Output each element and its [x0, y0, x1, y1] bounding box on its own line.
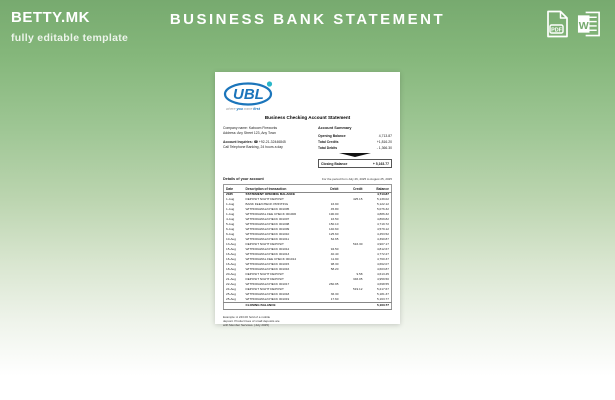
pdf-download-icon[interactable]: [545, 10, 570, 38]
cell-description: WITHDRAWAL/CHECK 001007: [245, 217, 290, 222]
account-inquiries-line: Account Inquiries: ☎ +92-21-32446845: [223, 140, 286, 145]
cell-balance: 4,869.82: [376, 217, 389, 222]
telephone-banking-note: Call Telephone Banking, 24 hours a day: [223, 144, 283, 149]
cell-debit: 94.50: [330, 246, 339, 251]
cell-description: WITHDRAWAL/CHECK 001018: [245, 291, 290, 296]
company-address-line: Address: Any Street 123, Any Town: [223, 130, 276, 135]
cell-balance: 4,713.87: [376, 192, 389, 197]
cell-description: DEPOSIT NIGHT DEPOSIT: [245, 286, 284, 291]
cell-date: 2025: [226, 192, 233, 197]
summary-divider-arrow: [339, 153, 371, 157]
cell-balance: 4,959.50: [376, 276, 389, 281]
cell-date: 1-Aug: [226, 207, 235, 212]
cell-description: WITHDRAWAL/CHECK 001019: [245, 296, 290, 301]
cell-description: WITHDRAWAL/CHECK 001010: [245, 231, 290, 236]
cell-date: 6-Aug: [226, 231, 235, 236]
cell-balance: 4,907.17: [376, 241, 389, 246]
cell-debit: 11.90: [330, 256, 339, 261]
cell-credit: 346.05: [353, 276, 363, 281]
col-header-balance: Balance: [365, 185, 392, 193]
cell-date: 16-Aug: [226, 256, 236, 261]
cell-balance: 4,698.55: [376, 281, 389, 286]
cell-description: DEPOSIT NIGHT DEPOSIT: [245, 271, 284, 276]
transactions-table: [223, 184, 392, 310]
cell-date: 1-Aug: [226, 202, 235, 207]
cell-description: WITHDRAWAL/CHECK 001012: [245, 246, 290, 251]
col-header-description: Description of transaction: [244, 185, 317, 193]
statement-footnote: Example: A 243.00 hold of a mobile deposit. Product fees of small deposits are with Member Services. (July 2025): [223, 315, 280, 328]
cell-credit: 425.15: [353, 197, 363, 202]
opening-balance-value: 4,713.87: [378, 134, 392, 138]
statement-document: [215, 72, 400, 328]
cell-debit: 45.80: [330, 207, 339, 212]
cell-date: 20-Aug: [226, 271, 236, 276]
cell-debit: [317, 302, 341, 310]
cell-date: 21-Aug: [226, 276, 236, 281]
cell-date: 25-Aug: [226, 296, 236, 301]
cell-date: 6-Aug: [226, 226, 235, 231]
cell-debit: 98.30: [330, 261, 339, 266]
cell-date: 16-Aug: [226, 261, 236, 266]
account-summary: [318, 126, 392, 168]
cell-date: 1-Aug: [226, 212, 235, 217]
cell-credit: 519.12: [353, 286, 363, 291]
cell-credit: 516.30: [353, 241, 363, 246]
cell-credit: [341, 302, 365, 310]
cell-debit: 17.60: [330, 296, 339, 301]
cell-balance: 4,886.32: [376, 212, 389, 217]
cell-date: 16-Aug: [226, 251, 236, 256]
company-info: [223, 126, 318, 168]
table-row: [224, 302, 392, 310]
total-credits-value: +1,816.20: [376, 140, 392, 144]
statement-period: For the period from July 26, 2025 to August 25, 2025: [321, 177, 392, 181]
cell-balance: 5,181.37: [376, 291, 389, 296]
cell-debit: 62.65: [330, 236, 339, 241]
cell-date: 1-Aug: [226, 197, 235, 202]
cell-balance: 4,390.87: [376, 236, 389, 241]
cell-debit: 260.95: [329, 281, 339, 286]
col-header-credit: Credit: [341, 185, 365, 193]
pdf-icon-label: PDF: [551, 27, 562, 34]
cell-balance: 5,076.32: [376, 207, 389, 212]
cell-balance: 4,760.37: [376, 256, 389, 261]
phone-icon: ☎: [253, 140, 258, 145]
cell-description: WITHDRAWAL FEE CHECK 001006: [245, 212, 297, 217]
cell-balance: 5,163.77: [365, 302, 392, 310]
total-debits-value: - 1,366.30: [376, 146, 392, 150]
cell-balance: 4,812.67: [376, 246, 389, 251]
cell-debit: 36.30: [330, 291, 339, 296]
cell-balance: 5,217.67: [376, 286, 389, 291]
word-download-icon[interactable]: [577, 10, 602, 38]
cell-description: WITHDRAWAL/CHECK 001009: [245, 226, 290, 231]
cell-balance: 5,163.77: [376, 296, 389, 301]
cell-description: STATEMENT OPENING BALANCE: [245, 192, 296, 197]
cell-description: DEPOSIT NIGHT DEPOSIT: [245, 197, 284, 202]
cell-date: 22-Aug: [226, 281, 236, 286]
ubl-logo-text: UBL: [233, 86, 264, 103]
cell-debit: 58.20: [330, 266, 339, 271]
transactions-body: [224, 192, 392, 310]
summary-row-debits: Total Debits - 1,366.30: [318, 146, 392, 150]
cell-date: 25-Aug: [226, 291, 236, 296]
cell-date: [224, 302, 244, 310]
col-header-debit: Debit: [317, 185, 341, 193]
cell-balance: 5,139.02: [376, 197, 389, 202]
summary-row-opening: Opening Balance 4,713.87: [318, 134, 392, 138]
cell-debit: 125.60: [329, 231, 339, 236]
cell-description: WITHDRAWAL FEE CHECK 001014: [245, 256, 297, 261]
cell-date: 5-Aug: [226, 222, 235, 226]
cell-balance: 4,579.12: [376, 226, 389, 231]
cell-balance: 4,772.27: [376, 251, 389, 256]
cell-debit: 16.90: [330, 202, 339, 207]
cell-description: BANK FEE/CHECK PRINTING: [245, 202, 289, 207]
cell-description: WITHDRAWAL/CHECK 001011: [245, 236, 290, 241]
cell-debit: 140.60: [329, 226, 339, 231]
ubl-logo-dot: [267, 81, 272, 86]
cell-description: DEPOSIT NIGHT DEPOSIT: [245, 276, 284, 281]
brand-logo[interactable]: BETTY.MK: [11, 9, 90, 26]
account-summary-title: Account Summary: [318, 126, 352, 130]
cell-date: 24-Aug: [226, 286, 236, 291]
cell-balance: 4,603.87: [376, 266, 389, 271]
page-title: BUSINESS BANK STATEMENT: [169, 11, 446, 28]
download-icons: [545, 10, 602, 38]
table-header-row: [224, 185, 392, 193]
cell-balance: 4,719.72: [376, 222, 389, 226]
col-header-date: Date: [224, 185, 244, 193]
cell-date: 15-Aug: [226, 246, 236, 251]
cell-description: DEPOSIT NIGHT DEPOSIT: [245, 241, 284, 246]
closing-balance-value: + 5,163.77: [372, 161, 389, 166]
cell-description: CLOSING BALANCE: [244, 302, 317, 310]
cell-balance: 4,613.45: [376, 271, 389, 276]
cell-description: WITHDRAWAL/CHECK 001015: [245, 261, 290, 266]
cell-balance: 4,453.52: [376, 231, 389, 236]
cell-date: 4-Aug: [226, 217, 235, 222]
cell-description: WITHDRAWAL/CHECK 001013: [245, 251, 290, 256]
inquiries-phone: +92-21-32446845: [258, 140, 286, 145]
cell-debit: 150.10: [329, 222, 339, 226]
cell-debit: 190.00: [329, 212, 339, 217]
cell-description: WITHDRAWAL/CHECK 001016: [245, 266, 290, 271]
ubl-logo: [223, 80, 275, 106]
cell-date: 10-Aug: [226, 236, 236, 241]
cell-credit: 9.58: [356, 271, 363, 276]
cell-date: 13-Aug: [226, 241, 236, 246]
cell-description: WITHDRAWAL/CHECK 001017: [245, 281, 290, 286]
cell-date: 18-Aug: [226, 266, 236, 271]
word-icon-label: W: [578, 19, 589, 32]
cell-description: WITHDRAWAL/CHECK 001005: [245, 207, 290, 212]
cell-balance: 5,122.12: [376, 202, 389, 207]
cell-description: WITHDRAWAL/CHECK 001008: [245, 222, 290, 226]
cell-debit: 16.50: [330, 217, 339, 222]
closing-balance-box: Closing Balance + 5,163.77: [318, 159, 392, 168]
cell-balance: 4,662.07: [376, 261, 389, 266]
details-label: Details of your account: [223, 177, 264, 181]
company-name-line: Company name: Kaboom Fireworks: [223, 126, 278, 130]
ubl-tagline: where you come first: [226, 107, 260, 111]
brand-tagline: fully editable template: [11, 32, 129, 44]
cell-debit: 40.40: [330, 251, 339, 256]
statement-title: Business Checking Account Statement: [264, 115, 351, 120]
summary-row-credits: Total Credits +1,816.20: [318, 140, 392, 144]
